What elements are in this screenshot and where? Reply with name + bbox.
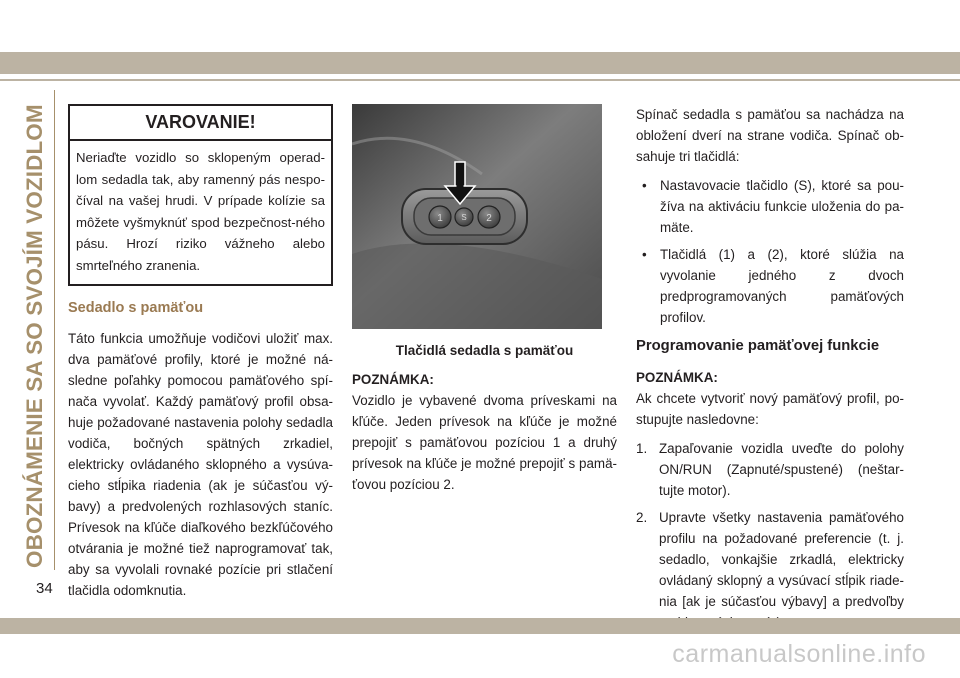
- watermark: carmanualsonline.info: [672, 640, 926, 668]
- note-heading: POZNÁMKA:: [636, 370, 718, 385]
- side-rule: [54, 90, 55, 570]
- list-item: 1. Zapaľovanie vozidla uveďte do polohy ON/RUN (Zapnuté/spustené) (neštar-tujte motor).: [636, 441, 904, 498]
- warning-title: VAROVANIE!: [70, 106, 331, 141]
- memory-seat-switch-photo: [352, 104, 602, 329]
- column-middle: [352, 104, 617, 495]
- page-number: 34: [36, 580, 53, 597]
- note-text: Ak chcete vytvoriť nový pamäťový profil, po-stupujte nasledovne:: [636, 391, 904, 427]
- warning-box: [68, 104, 333, 286]
- footer-band: [0, 618, 960, 634]
- steps-list: [636, 438, 904, 633]
- header-rule: [0, 79, 960, 81]
- intro-paragraph: Spínač sedadla s pamäťou sa nachádza na obložení dverí na strane vodiča. Spínač ob-sahuje tri tlačidlá:: [636, 107, 904, 164]
- body-paragraph: Táto funkcia umožňuje vodičovi uložiť max. dva pamäťové profily, ktoré je možné ná-sledne poľahky pomocou pamäťového spí-nača vyvolať. Každý pamäťový profil obsa-huje požadované nastavenia polohy sedadla vodiča, bočných spätných zrkadiel, elektricky ovládaného sklopného a vysúva-cieho stĺpika riadenia (ak je súčasťou vý-bavy) a predvolených rozhlasových staníc. Prívesok na kľúče diaľkového bezkľúčového otvárania je možné tiež naprogramovať tak, aby sa vyvolali rovnaké pozície pri stlačení tlačidla odomknutia.: [68, 331, 333, 598]
- note-text: Vozidlo je vybavené dvoma príveskami na kľúče. Jeden prívesok na kľúče je možné prepojiť s pamäťovou pozíciou 1 a druhý prívesok na kľúče je možné prepojiť s pamä-ťovou pozíciou 2.: [352, 393, 617, 492]
- button-label-1: 1: [437, 213, 443, 224]
- bullet-icon: •: [642, 178, 647, 193]
- button-label-s: S: [461, 213, 467, 222]
- list-item: • Tlačidlá (1) a (2), ktoré slúžia na vyvolanie jedného z dvoch predprogramovaných pamäťových profilov.: [636, 244, 904, 328]
- column-left: [68, 104, 333, 601]
- list-item: • Nastavovacie tlačidlo (S), ktoré sa pou-žíva na aktiváciu funkcie uloženia do pa-mäte.: [636, 175, 904, 238]
- header-band: [0, 52, 960, 74]
- bullet-icon: •: [642, 247, 647, 262]
- button-label-2: 2: [486, 213, 492, 224]
- list-item: 2. Upravte všetky nastavenia pamäťového profilu na požadované preferencie (t. j. sedadlo, vonkajšie zrkadlá, elektricky ovládaný sklopný a vysúvací stĺpik riade-nia [ak je súčasťou výbavy] a predvoľby: [636, 510, 904, 609]
- section-heading-programming: Programovanie pamäťovej funkcie: [636, 338, 880, 354]
- note-heading: POZNÁMKA:: [352, 372, 434, 387]
- section-heading: Sedadlo s pamäťou: [68, 300, 204, 316]
- photo-caption: Tlačidlá sedadla s pamäťou: [395, 343, 574, 358]
- button-list: [636, 175, 904, 328]
- top-margin: [0, 0, 960, 52]
- warning-text: Neriaďte vozidlo so sklopeným operad-lom sedadla tak, aby ramenný pás nespo-číval na vašej hrudi. V prípade kolízie sa môžete vyšmyknúť spod bezpečnost-ného pásu. Hrozí riziko vážneho alebo smrteľného zranenia.: [76, 150, 325, 273]
- side-section-title: OBOZNÁMENIE SA SO SVOJÍM VOZIDLOM: [22, 104, 47, 568]
- column-right: [636, 104, 904, 639]
